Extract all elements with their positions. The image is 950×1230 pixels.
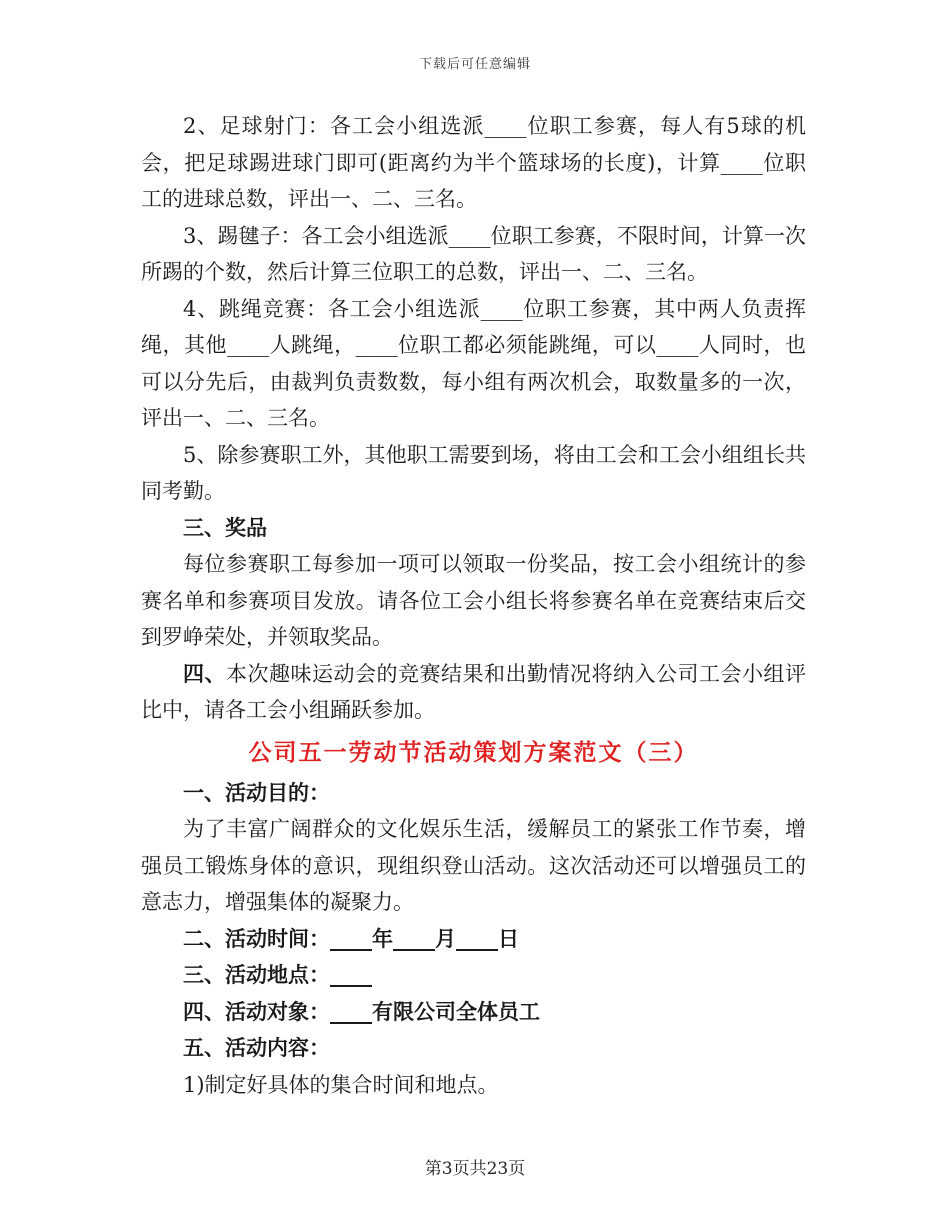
purpose-heading: 一、活动目的： xyxy=(183,780,330,805)
activity-place: 三、活动地点：____ xyxy=(183,963,372,987)
item-rope-skipping: 4、跳绳竞赛：各工会小组选派____位职工参赛，其中两人负责挥绳，其他____人跳绳，____位职工都必须能跳绳，可以____人同时，也可以分先后，由裁判负责数数，每小组有两次机会，取数量多的一次，评出一、二、三名。 xyxy=(141,296,806,430)
item-football-shooting: 2、足球射门：各工会小组选派____位职工参赛，每人有5球的机会，把足球踢进球门即可(距离约为半个篮球场的长度)，计算____位职工的进球总数，评出一、二、三名。 xyxy=(141,114,806,211)
header-note: 下载后可任意编辑 xyxy=(418,57,531,72)
page-number: 第3页共23页 xyxy=(424,1159,526,1179)
section-title: 公司五一劳动节活动策划方案范文（三） xyxy=(248,739,699,766)
item-attendance: 5、除参赛职工外，其他职工需要到场，将由工会和工会小组组长共同考勤。 xyxy=(141,442,806,503)
prizes-heading: 三、奖品 xyxy=(183,515,267,540)
section-four-text: 本次趣味运动会的竞赛结果和出勤情况将纳入公司工会小组评比中，请各工会小组踊跃参加。 xyxy=(141,661,806,722)
document-body xyxy=(141,108,806,1103)
section-four xyxy=(141,656,806,729)
section-four-heading: 四、 xyxy=(183,661,226,686)
activity-time: 二、活动时间：____年____月____日 xyxy=(183,926,519,951)
item-shuttlecock: 3、踢毽子：各工会小组选派____位职工参赛，不限时间，计算一次所踢的个数，然后计算三位职工的总数，评出一、二、三名。 xyxy=(141,223,806,284)
prizes-text: 每位参赛职工每参加一项可以领取一份奖品，按工会小组统计的参赛名单和参赛项目发放。请各位工会小组长将参赛名单在竞赛结束后交到罗峥荣处，并领取奖品。 xyxy=(141,552,806,649)
content-step-1: 1)制定好具体的集合时间和地点。 xyxy=(183,1072,499,1097)
content-heading: 五、活动内容： xyxy=(183,1036,330,1060)
purpose-text: 为了丰富广阔群众的文化娱乐生活，缓解员工的紧张工作节奏，增强员工锻炼身体的意识，现组织登山活动。这次活动还可以增强员工的意志力，增强集体的凝聚力。 xyxy=(141,817,806,914)
activity-target: 四、活动对象：____有限公司全体员工 xyxy=(183,999,540,1024)
